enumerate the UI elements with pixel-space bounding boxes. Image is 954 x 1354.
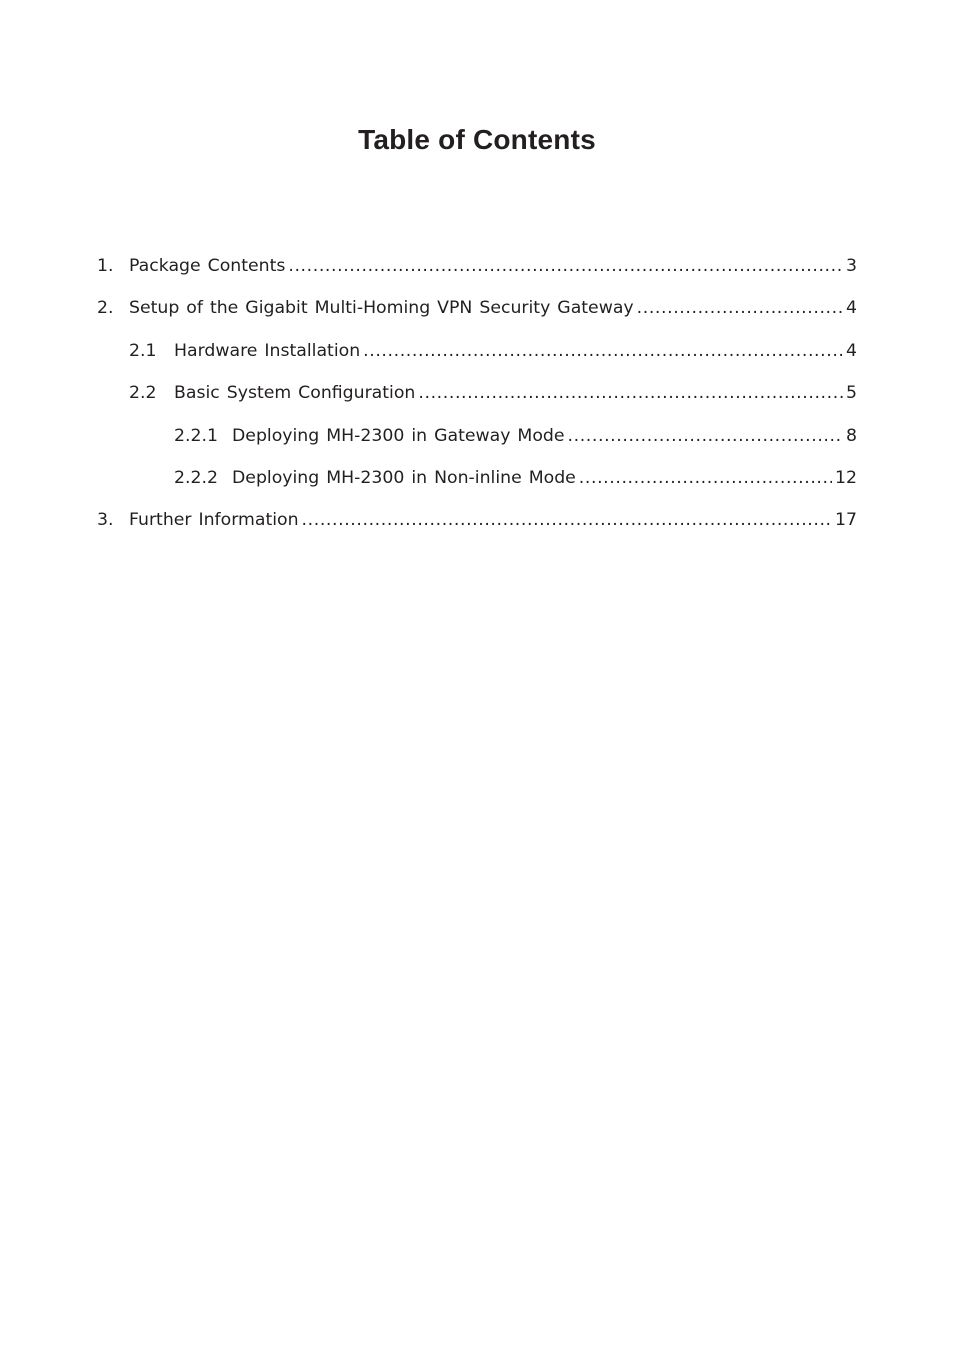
toc-entry-hardware-installation[interactable] <box>129 339 857 363</box>
toc-dot-leader <box>288 254 843 278</box>
toc-dot-leader <box>363 339 843 363</box>
toc-entry-number: 3. <box>97 510 114 530</box>
toc-entry-page: 17 <box>835 510 857 530</box>
toc-entry-label: Setup of the Gigabit Multi-Homing VPN Security Gateway <box>129 298 634 318</box>
toc-entry-label: Deploying MH-2300 in Non-inline Mode <box>232 468 576 488</box>
toc-entry-setup[interactable] <box>97 296 857 320</box>
toc-dot-leader <box>568 424 843 448</box>
toc-entry-page: 5 <box>846 383 857 403</box>
toc-entry-further-information[interactable] <box>97 508 857 532</box>
toc-entry-number: 2. <box>97 298 114 318</box>
toc-entry-basic-system-configuration[interactable] <box>129 381 857 405</box>
toc-entry-number: 2.1 <box>129 341 157 361</box>
toc-entry-label: Hardware Installation <box>174 341 361 361</box>
toc-entry-gateway-mode[interactable] <box>174 424 857 448</box>
toc-entry-page: 8 <box>846 426 857 446</box>
toc-entry-page: 4 <box>846 298 857 318</box>
toc-entry-page: 3 <box>846 256 857 276</box>
toc-dot-leader <box>579 466 832 490</box>
toc-entry-number: 2.2.2 <box>174 468 218 488</box>
toc-entry-package-contents[interactable] <box>97 254 857 278</box>
toc-entry-label: Package Contents <box>129 256 286 276</box>
toc-entry-number: 2.2 <box>129 383 157 403</box>
toc-entry-label: Further Information <box>129 510 299 530</box>
toc-dot-leader <box>302 508 832 532</box>
page-title: Table of Contents <box>358 124 596 155</box>
toc-entry-non-inline-mode[interactable] <box>174 466 857 490</box>
toc-dot-leader <box>637 296 843 320</box>
toc-entry-number: 1. <box>97 256 114 276</box>
toc-dot-leader <box>418 381 843 405</box>
toc-entry-label: Basic System Configuration <box>174 383 416 403</box>
toc-entry-number: 2.2.1 <box>174 426 218 446</box>
toc-entry-page: 12 <box>835 468 857 488</box>
toc-entry-label: Deploying MH-2300 in Gateway Mode <box>232 426 565 446</box>
toc-entry-page: 4 <box>846 341 857 361</box>
